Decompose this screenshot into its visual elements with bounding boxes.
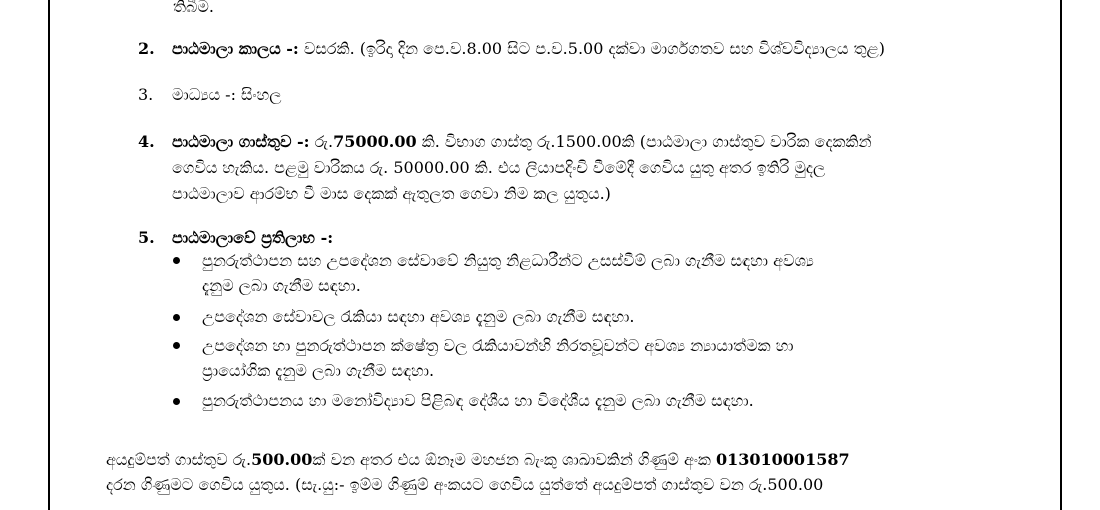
bullet-icon	[173, 257, 180, 264]
item-number-4: 4.	[138, 132, 155, 151]
bullet-icon	[173, 342, 180, 349]
application-line-2: දරන ගිණුමට ගෙවිය යුතුය. (සැ.යු:- ඉම්ම ගිණුම් අංකයට ගෙවිය යුත්තේ අයදුම්පත් ගාස්තුව වන රු.500.00	[106, 475, 824, 494]
item-2-text: වසරකි. (ඉරිදා දින පෙ.ව.8.00 සිට ප.ව.5.00 දක්වා මාර්ගගතව සහ විශ්වවිද්‍යාලය තුළ)	[298, 39, 886, 58]
item-5-heading: පාඨමාලාවේ ප්‍රතිලාභ -:	[172, 228, 334, 247]
benefit-1-line-1: පුනරුත්ථාපන සහ උපදේශන සේවාවේ නියුතු නිළධාරීන්ට උසස්වීම් ලබා ගැනීම සඳහා අවශ්‍ය	[202, 251, 814, 270]
item-4-heading: පාඨමාලා ගාස්තුව -:	[172, 132, 310, 151]
item-3-line	[172, 84, 281, 106]
item-4-line-2: ගෙවිය හැකිය. පළමු වාරිකය රු. 50000.00 කි. එය ලියාපදිංචි වීමේදී ගෙවිය යුතු අතර ඉතිරි මුදල	[172, 158, 826, 177]
benefit-3-line-2: ප්‍රායෝගික දැනුම ලබා ගැනීම සඳහා.	[202, 361, 435, 380]
benefit-4-line-1: පුනරුත්ථාපනය හා මනෝවිද්‍යාව පිළිබඳ දේශීය හා විදේශීය දැනුම ලබා ගැනීම සඳහා.	[202, 391, 754, 410]
application-middle: ක් වන අතර එය ඕනෑම මහජන බැංකු ශාඛාවකින් ගිණුම් අංක	[312, 450, 716, 469]
item-4-line-1	[172, 131, 872, 153]
application-fee-prefix: රු.	[232, 450, 252, 469]
bullet-icon	[173, 398, 180, 405]
application-fee-amount: 500.00	[251, 450, 313, 469]
benefit-1-line-2: දැනුම ලබා ගැනීම සඳහා.	[202, 276, 361, 295]
item-3-heading: මාධ්‍යය -:	[172, 85, 236, 104]
application-prefix: අයදුම්පත් ගාස්තුව	[106, 450, 233, 469]
item-4-fee-amount: 75000.00	[333, 132, 417, 151]
item-number-5: 5.	[138, 228, 155, 247]
item-4-line-3: පාඨමාලාව ආරම්භ වී මාස දෙකක් ඇතුලත ගෙවා නිම කල යුතුය.)	[172, 184, 611, 203]
item-2-heading: පාඨමාලා කාලය -:	[172, 39, 299, 58]
item-3-text: සිංහල	[235, 85, 282, 104]
top-text: තිබීම.	[173, 0, 215, 16]
item-number-3: 3.	[138, 85, 154, 104]
benefit-2-line-1: උපදේශන සේවාවල රැකියා සඳහා අවශ්‍ය දැනුම ලබා ගැනීම සඳහා.	[202, 307, 635, 326]
benefit-3-line-1: උපදේශන හා පුනරුත්ථාපන ක්ෂේත්‍ර වල රැකියාවන්හි නිරතවූවන්ට අවශ්‍ය න්‍යායාත්මක හා	[202, 336, 794, 355]
application-line-1	[106, 449, 850, 471]
bullet-icon	[173, 314, 180, 321]
item-4-line-1-rest: කි. විභාග ගාස්තු රු.1500.00කි (පාඨමාලා ගාස්තුව වාරික දෙකකින්	[416, 132, 872, 151]
item-2-line	[172, 38, 885, 60]
item-4-fee-prefix: රු.	[309, 132, 334, 151]
item-number-2: 2.	[138, 39, 155, 58]
account-number: 013010001587	[716, 450, 850, 469]
